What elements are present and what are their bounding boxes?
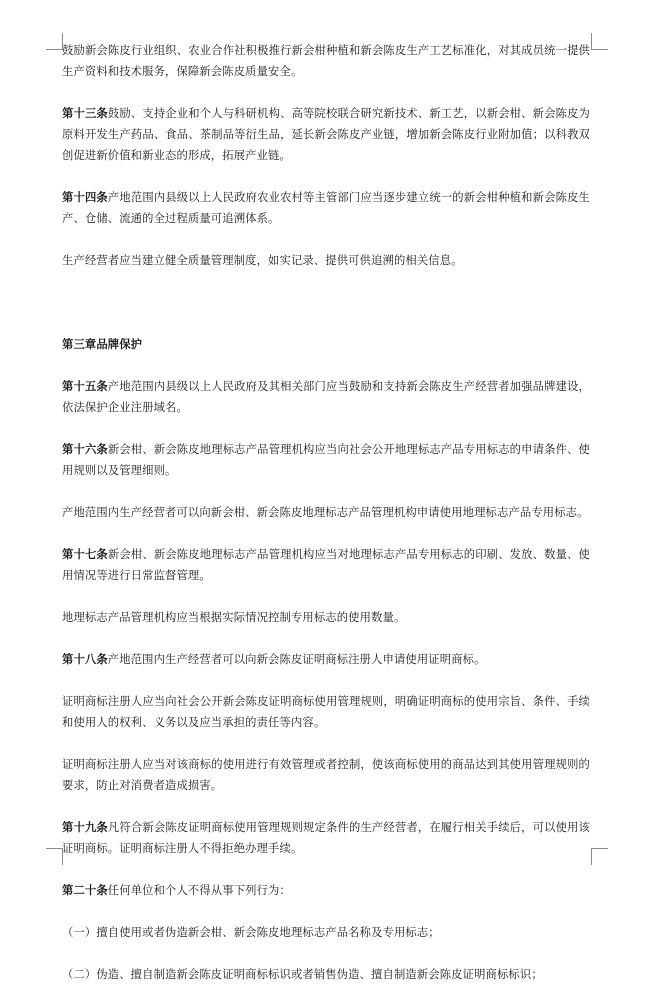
list-item-text: （一）擅自使用或者伪造新会柑、新会陈皮地理标志产品名称及专用标志； (62, 926, 440, 939)
article-text: 鼓励、支持企业和个人与科研机构、高等院校联合研究新技术、新工艺，以新会柑、新会陈皮为原料开发生产药品、食品、茶制品等衍生品，延长新会陈皮产业链，增加新会陈皮行业附加值；以科教双创促进新价值和新业态的形成，拓展产业链。 (62, 107, 590, 162)
paragraph-text: 鼓励新会陈皮行业组织、农业合作社积极推行新会柑种植和新会陈皮生产工艺标准化，对其成员统一提供生产资料和技术服务，保障新会陈皮质量安全。 (62, 44, 590, 78)
paragraph (62, 754, 590, 796)
article-text: 产地范围内生产经营者可以向新会陈皮证明商标注册人申请使用证明商标。 (107, 653, 486, 666)
article-number: 第十七条 (62, 548, 108, 561)
article-13 (62, 103, 590, 166)
paragraph (62, 40, 590, 82)
crop-mark-top-right (591, 33, 608, 50)
article-number: 第二十条 (62, 884, 108, 897)
crop-mark-bottom-right (591, 848, 608, 865)
list-item-text: （二）伪造、擅自制造新会陈皮证明商标标识或者销售伪造、擅自制造新会陈皮证明商标标识； (62, 968, 543, 981)
paragraph-text: 证明商标注册人应当向社会公开新会陈皮证明商标使用管理规则，明确证明商标的使用宗旨、条件、手续和使用人的权利、义务以及应当承担的责任等内容。 (62, 695, 590, 729)
article-14 (62, 187, 590, 229)
paragraph-text: 产地范围内生产经营者可以向新会柑、新会陈皮地理标志产品管理机构申请使用地理标志产品专用标志。 (62, 506, 589, 519)
article-18 (62, 649, 590, 670)
crop-mark-bottom-left (46, 848, 63, 865)
paragraph-text: 证明商标注册人应当对该商标的使用进行有效管理或者控制，使该商标使用的商品达到其使用管理规则的要求，防止对消费者造成损害。 (62, 758, 590, 792)
article-text: 新会柑、新会陈皮地理标志产品管理机构应当向社会公开地理标志产品专用标志的申请条件、使用规则以及管理细则。 (62, 443, 590, 477)
paragraph (62, 691, 590, 733)
article-text: 凡符合新会陈皮证明商标使用管理规则规定条件的生产经营者，在履行相关手续后，可以使用该证明商标。证明商标注册人不得拒绝办理手续。 (62, 821, 590, 855)
article-number: 第十八条 (62, 653, 108, 666)
article-19 (62, 817, 590, 859)
crop-mark-top-left (46, 33, 63, 50)
article-text: 新会柑、新会陈皮地理标志产品管理机构应当对地理标志产品专用标志的印刷、发放、数量、使用情况等进行日常监督管理。 (62, 548, 590, 582)
paragraph-text: 生产经营者应当建立健全质量管理制度，如实记录、提供可供追溯的相关信息。 (62, 254, 463, 267)
article-text: 产地范围内县级以上人民政府农业农村等主管部门应当逐步建立统一的新会柑种植和新会陈皮生产、仓储、流通的全过程质量可追溯体系。 (62, 191, 590, 225)
article-16 (62, 439, 590, 481)
article-number: 第十五条 (62, 380, 108, 393)
article-17 (62, 544, 590, 586)
paragraph (62, 607, 590, 628)
paragraph (62, 250, 590, 271)
article-number: 第十九条 (62, 821, 108, 834)
article-text: 任何单位和个人不得从事下列行为： (107, 884, 291, 897)
document-body (62, 40, 590, 985)
article-number: 第十六条 (62, 443, 108, 456)
paragraph-text: 地理标志产品管理机构应当根据实际情况控制专用标志的使用数量。 (62, 611, 406, 624)
chapter-heading: 第三章品牌保护 (62, 338, 143, 351)
article-number: 第十四条 (62, 191, 108, 204)
article-15 (62, 376, 590, 418)
article-20 (62, 880, 590, 901)
article-text: 产地范围内县级以上人民政府及其相关部门应当鼓励和支持新会陈皮生产经营者加强品牌建设，依法保护企业注册域名。 (62, 380, 590, 414)
article-number: 第十三条 (62, 107, 108, 120)
list-item (62, 922, 590, 943)
paragraph (62, 502, 590, 523)
list-item (62, 964, 590, 985)
